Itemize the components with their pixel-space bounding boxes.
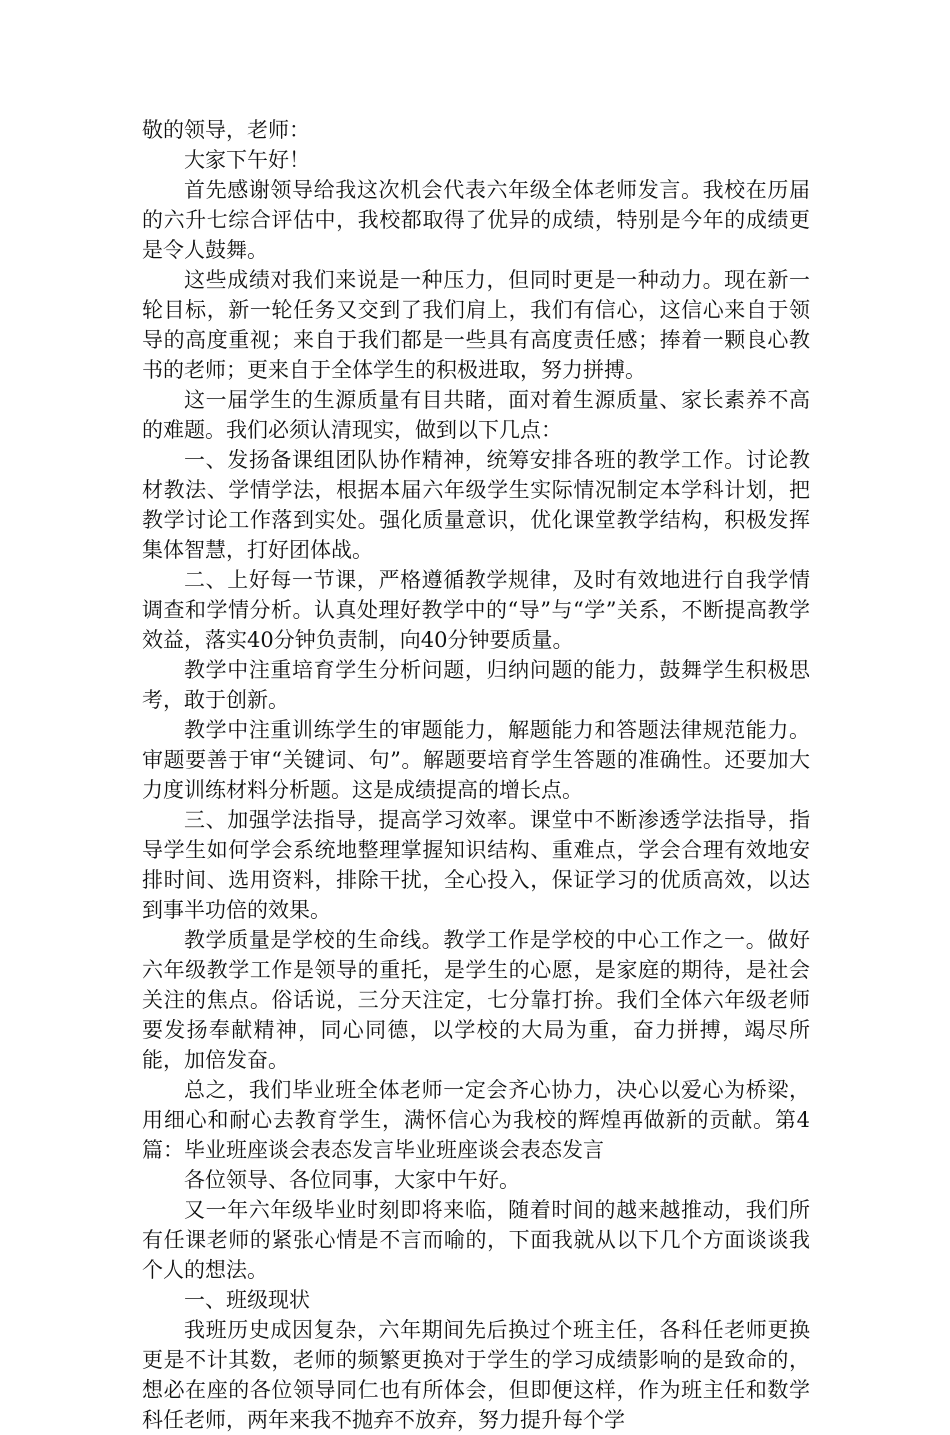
greeting-line: 敬的领导，老师： xyxy=(142,118,310,142)
paragraph-3: 这些成绩对我们来说是一种压力，但同时更是一种动力。现在新一轮目标，新一轮任务又交到了我们肩上，我们有信心，这信心来自于领导的高度重视；来自于我们都是一些具有高度责任感；捧着一颗良心教书的老师；更来自于全体学生的积极进取，努力拼搏。 xyxy=(142,268,810,382)
paragraph-11: 总之，我们毕业班全体老师一定会齐心协力，决心以爱心为桥梁，用细心和耐心去教育学生，满怀信心为我校的辉煌再做新的贡献。第4篇：毕业班座谈会表态发言毕业班座谈会表态发言 xyxy=(142,1078,810,1162)
paragraph-8: 教学中注重训练学生的审题能力，解题能力和答题法律规范能力。审题要善于审“关键词、句”。解题要培育学生答题的准确性。还要加大力度训练材料分析题。这是成绩提高的增长点。 xyxy=(142,718,810,802)
paragraph-2: 首先感谢领导给我这次机会代表六年级全体老师发言。我校在历届的六升七综合评估中，我校都取得了优异的成绩，特别是今年的成绩更是令人鼓舞。 xyxy=(142,178,810,262)
paragraph-12: 各位领导、各位同事，大家中午好。 xyxy=(184,1168,520,1192)
paragraph-5: 一、发扬备课组团队协作精神，统筹安排各班的教学工作。讨论教材教法、学情学法，根据本届六年级学生实际情况制定本学科计划，把教学讨论工作落到实处。强化质量意识，优化课堂教学结构，积极发挥集体智慧，打好团体战。 xyxy=(142,448,810,562)
section-heading-class-status: 一、班级现状 xyxy=(184,1288,310,1312)
paragraph-10: 教学质量是学校的生命线。教学工作是学校的中心工作之一。做好六年级教学工作是领导的重托，是学生的心愿，是家庭的期待，是社会关注的焦点。俗话说，三分天注定，七分靠打拚。我们全体六年级老师要发扬奉献精神，同心同德，以学校的大局为重，奋力拼搏，竭尽所能，加倍发奋。 xyxy=(142,928,810,1072)
paragraph-13: 又一年六年级毕业时刻即将来临，随着时间的越来越推动，我们所有任课老师的紧张心情是不言而喻的，下面我就从以下几个方面谈谈我个人的想法。 xyxy=(142,1198,810,1282)
paragraph-15: 我班历史成因复杂，六年期间先后换过个班主任，各科任老师更换更是不计其数，老师的频繁更换对于学生的学习成绩影响的是致命的，想必在座的各位领导同仁也有所体会，但即便这样，作为班主任和数学科任老师，两年来我不抛弃不放弃，努力提升每个学 xyxy=(142,1318,810,1432)
paragraph-4: 这一届学生的生源质量有目共睹，面对着生源质量、家长素养不高的难题。我们必须认清现实，做到以下几点： xyxy=(142,388,810,442)
document-page xyxy=(142,115,810,1435)
paragraph-1: 大家下午好！ xyxy=(184,148,310,172)
paragraph-7: 教学中注重培育学生分析问题，归纳问题的能力，鼓舞学生积极思考，敢于创新。 xyxy=(142,658,810,712)
paragraph-6: 二、上好每一节课，严格遵循教学规律，及时有效地进行自我学情调查和学情分析。认真处理好教学中的“导”与“学”关系，不断提高教学效益，落实40分钟负责制，向40分钟要质量。 xyxy=(142,568,810,652)
paragraph-9: 三、加强学法指导，提高学习效率。课堂中不断渗透学法指导，指导学生如何学会系统地整理掌握知识结构、重难点，学会合理有效地安排时间、选用资料，排除干扰，全心投入，保证学习的优质高效，以达到事半功倍的效果。 xyxy=(142,808,810,922)
